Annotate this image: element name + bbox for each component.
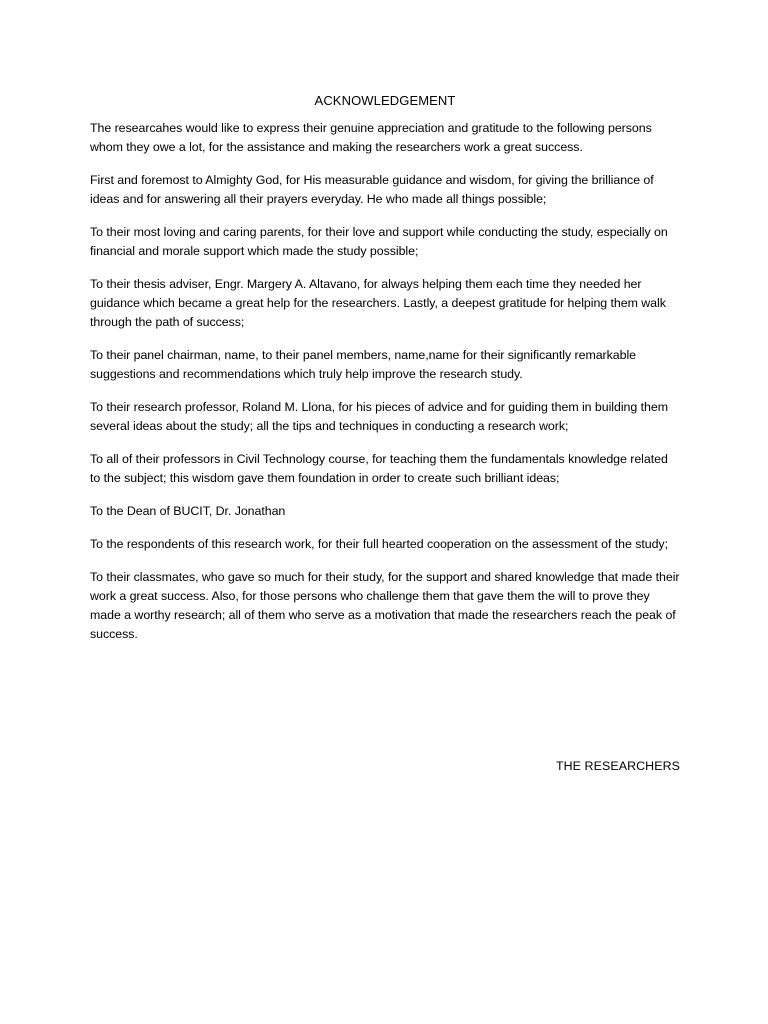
- page-title: ACKNOWLEDGEMENT: [314, 93, 456, 108]
- paragraph-dean: To the Dean of BUCIT, Dr. Jonathan: [90, 504, 286, 518]
- paragraph-adviser: To their thesis adviser, Engr. Margery A. Altavano, for always helping them each time they needed her guidance which became a great help for the researchers. Lastly, a deepest gratitude for helping them walk through the path of success;: [90, 277, 666, 329]
- paragraph-intro: The researcahes would like to express their genuine appreciation and gratitude to the following persons whom they owe a lot, for the assistance and making the researchers work a great success.: [90, 121, 652, 154]
- paragraph-panel: To their panel chairman, name, to their panel members, name,name for their significantly remarkable suggestions and recommendations which truly help improve the research study.: [90, 348, 637, 381]
- document-page: [90, 93, 680, 773]
- paragraph-professors: To all of their professors in Civil Technology course, for teaching them the fundamentals knowledge related to the subject; this wisdom gave them foundation in order to create such brilliant ideas;: [90, 452, 668, 485]
- signature: THE RESEARCHERS: [555, 759, 680, 773]
- paragraph-classmates: To their classmates, who gave so much for their study, for the support and shared knowledge that made their work a great success. Also, for those persons who challenge them that gave them the will to prove they made a worthy research; all of them who serve as a motivation that made the researchers reach the peak of success.: [90, 570, 680, 641]
- paragraph-respondents: To the respondents of this research work, for their full hearted cooperation on the assessment of the study;: [90, 537, 668, 551]
- paragraph-research-professor: To their research professor, Roland M. Llona, for his pieces of advice and for guiding them in building them several ideas about the study; all the tips and techniques in conducting a research work;: [90, 400, 668, 433]
- paragraph-god: First and foremost to Almighty God, for His measurable guidance and wisdom, for giving the brilliance of ideas and for answering all their prayers everyday. He who made all things possible;: [90, 173, 654, 206]
- paragraph-parents: To their most loving and caring parents, for their love and support while conducting the study, especially on financial and morale support which made the study possible;: [90, 225, 668, 258]
